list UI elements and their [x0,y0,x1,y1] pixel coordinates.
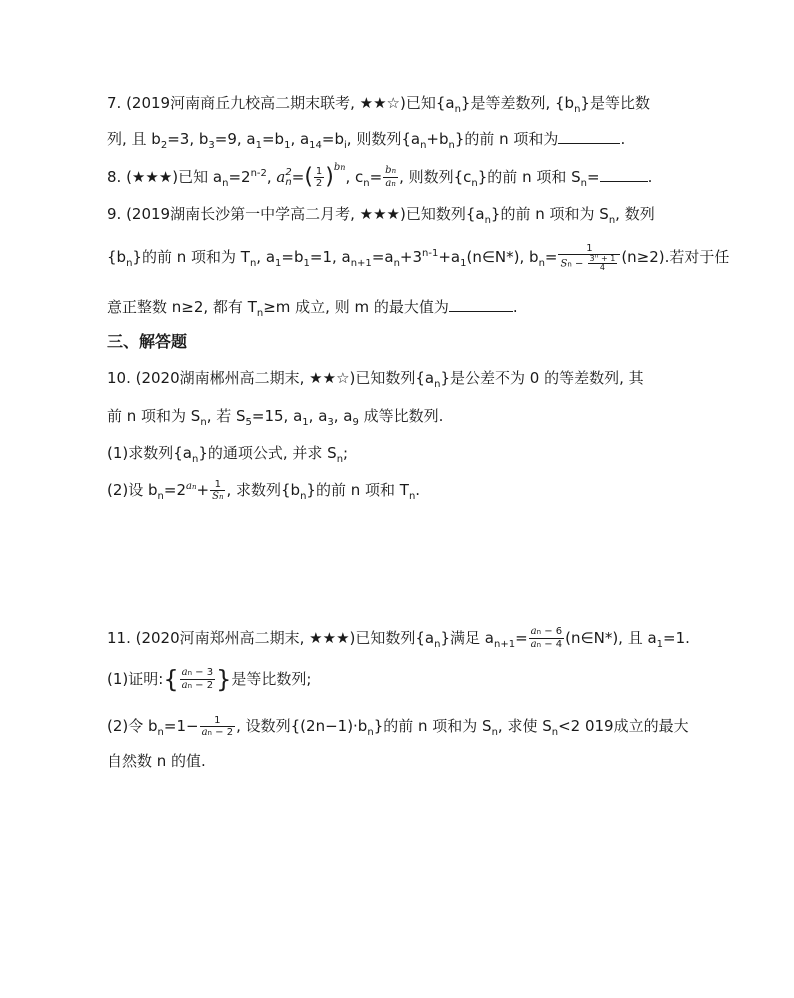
subscript: 14 [309,140,322,151]
q11-text: <2 019成立的最大 [558,717,689,735]
subscript: n [580,178,587,189]
subscript: n [454,104,461,115]
q11-text: }的前 n 项和为 S [373,717,492,735]
q8-text: =2 [228,168,251,186]
subscript: n [222,178,229,189]
q9-text: +3 [399,248,423,266]
q7-text: +b [426,130,449,148]
q10-text: , 求数列{b [226,481,301,499]
fraction-bn-an: $\frac{bn}{an}$ [385,165,397,189]
brace-close: } [216,665,232,694]
q9-text: =b [281,248,304,266]
math-a: a [276,168,286,186]
q8-text: }的前 n 项和 S [477,168,581,186]
subscript: n [608,215,616,226]
q10-text: . [415,481,421,499]
question-9-line-1 [107,203,655,225]
subscript: n [538,258,545,269]
q9-text: {b [107,248,127,266]
fraction-bn-def: 1 Sn − $\frac{3^n + 1}{4}$ [558,243,620,272]
subscript: n [484,215,491,226]
q10-text: , a [333,407,353,425]
q7-text: , a [290,130,310,148]
q7-text-c: }是等比数 [580,94,650,112]
q11-text: (2)令 b [107,717,158,735]
answer-blank[interactable] [600,167,648,182]
q10-text: }是公差不为 0 的等差数列, 其 [440,369,644,387]
q10-text: , a [308,407,328,425]
fraction-recurrence: $\frac{an - 6}{an - 4}$ [530,626,563,650]
superscript: n-1 [422,248,439,259]
question-11-part-3: 自然数 n 的值. [107,752,206,770]
q11-text: (1)证明: [107,670,164,688]
q8-text: = [291,168,305,186]
q10-text: 10. (2020湖南郴州高二期末, ★★☆)已知数列{a [107,369,435,387]
subscript: n [551,727,559,738]
fraction-ratio: $\frac{an - 3}{an - 2}$ [181,667,214,691]
subscript: n [434,639,441,650]
q11-text: =1. [663,629,690,647]
subscript: n [491,727,498,738]
answer-blank[interactable] [558,129,620,144]
subscript: 1 [275,258,282,269]
q10-text: =2 [163,481,187,499]
subscript: n [200,417,207,428]
q11-text: =1− [163,717,199,735]
subscript: 3 [327,417,334,428]
subscript: 1 [303,258,310,269]
subscript: 2 [160,140,168,151]
question-9-line-3 [107,296,518,318]
q10-text: (2)设 b [107,481,158,499]
q10-text: (1)求数列{a [107,444,192,462]
subscript: n [157,491,164,502]
superscript: n-2 [250,168,267,179]
question-11-line-1 [107,624,690,652]
subscript: n [420,140,427,151]
subscript: 1 [460,258,467,269]
subscript: n [300,491,307,502]
question-10-part-1 [107,442,348,464]
q9-text: =1, a [309,248,351,266]
q9-text: , a [256,248,276,266]
q7-text: =b [261,130,285,148]
subscript: n [191,454,199,465]
subscript: 1 [255,140,262,151]
subscript: n [157,727,164,738]
q9-text: }的前 n 项和为 S [490,205,609,223]
q7-text: =9, a [214,130,256,148]
subscript: n [367,727,374,738]
subscript: 5 [245,417,252,428]
q9-text: ≥m 成立, 则 m 的最大值为 [263,298,449,316]
q11-text: (n∈N*), 且 a [565,629,657,647]
q11-text: , 求使 S [497,717,552,735]
subscript: n [393,258,400,269]
subscript: 1 [656,639,664,650]
subscript: 9 [352,417,359,428]
subscript: n [126,258,133,269]
subscript: n [249,258,257,269]
q7-text-b: }是等差数列, {b [460,94,575,112]
question-9-line-2 [107,242,729,272]
q10-text: =15, a [251,407,303,425]
superscript-an: an [186,481,197,492]
q11-text: }满足 a [440,629,494,647]
question-10-part-2 [107,476,420,504]
fraction-1-sn: $\frac{1}{Sn}$ [212,478,224,502]
q9-text: . [512,298,518,316]
subscript: n [448,140,455,151]
question-11-part-2 [107,712,689,740]
subscript: 1 [284,140,291,151]
q8-text: . [647,168,653,186]
subscript: n [256,308,264,319]
subscript: n [574,104,581,115]
q9-text: 意正整数 n≥2, 都有 T [107,298,257,316]
q10-text: }的通项公式, 并求 S [198,444,337,462]
brace-open: { [163,665,179,694]
q9-text: }的前 n 项和为 T [132,248,250,266]
q10-text: 成等比数列. [358,407,444,425]
superscript-bn: bn [333,162,346,173]
math-sub-sup: 2 n [285,166,292,188]
subscript: 3 [208,140,215,151]
q9-text: (n≥2).若对于任 [621,248,730,266]
q11-text: , 设数列{(2n−1)·b [236,717,368,735]
q11-text: 11. (2020河南郑州高二期末, ★★★)已知数列{a [107,629,435,647]
subscript: n [471,178,478,189]
q9-text: 9. (2019湖南长沙第一中学高二月考, ★★★)已知数列{a [107,205,485,223]
q8-text: , 则数列{c [399,168,472,186]
subscript: 1 [302,417,309,428]
question-10-line-2 [107,405,443,427]
subscript: n [434,379,441,390]
q8-text: , [266,168,277,186]
q8-text: 8. (★★★)已知 a [107,168,223,186]
subscript: n [408,491,416,502]
q9-text: =a [371,248,394,266]
subscript: i [344,140,347,151]
q7-text: =3, b [167,130,209,148]
paren-open: ( [304,164,313,190]
q7-text: =b [321,130,344,148]
q7-text: . [620,130,626,148]
q7-text: , 则数列{a [346,130,421,148]
subscript: n [336,454,344,465]
q8-text: = [369,168,383,186]
question-10-line-1 [107,367,644,389]
q10-text: + [196,481,210,499]
q11-text: 是等比数列; [231,670,312,688]
q7-text-a: 7. (2019河南商丘九校高二期末联考, ★★☆)已知{a [107,94,455,112]
subscript: n+1 [493,639,516,650]
q10-text: 前 n 项和为 S [107,407,201,425]
q10-text: }的前 n 项和 T [306,481,409,499]
q7-text: }的前 n 项和为 [454,130,559,148]
q9-text: = [544,248,558,266]
question-11-part-1 [107,664,311,694]
q8-text: = [587,168,600,186]
section-heading: 三、解答题 [107,332,188,351]
answer-blank[interactable] [449,297,513,312]
q9-text: +a [438,248,461,266]
subscript: n+1 [350,258,372,269]
q9-text: , 数列 [615,205,655,223]
question-8-line [107,162,653,190]
q10-text: , 若 S [206,407,246,425]
q8-text: , c [345,168,364,186]
q10-text: ; [343,444,349,462]
q9-text: (n∈N*), b [466,248,539,266]
paren-close: ) [325,164,334,190]
q11-text: = [515,629,528,647]
q7-text: 列, 且 b [107,130,161,148]
subscript: n [363,178,370,189]
fraction-half: $\frac{1}{2}$ [315,166,323,189]
question-7-line-1 [107,92,650,114]
question-7-line-2 [107,128,625,150]
fraction-bn: $\frac{1}{an - 2}$ [201,714,234,738]
